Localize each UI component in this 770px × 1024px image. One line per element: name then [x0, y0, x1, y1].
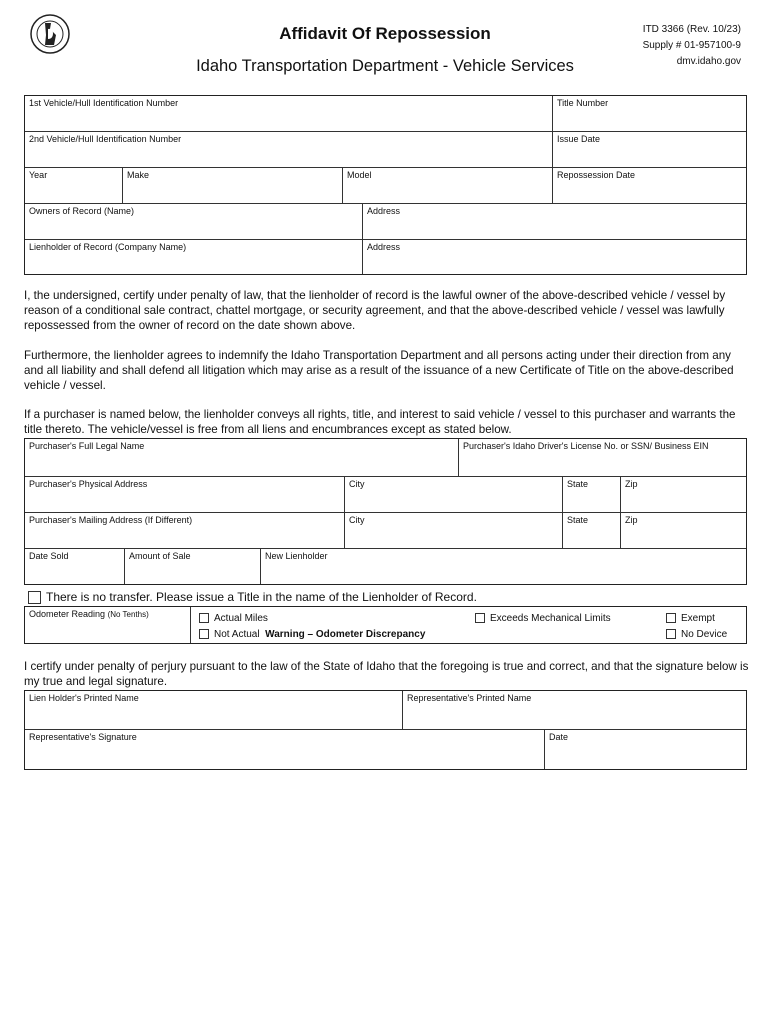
- not-actual-checkbox[interactable]: [199, 629, 209, 639]
- city-label-1: City: [349, 479, 365, 489]
- lienholder-name-field[interactable]: [25, 240, 363, 274]
- lien-holder-name-field[interactable]: [25, 691, 403, 730]
- purchaser-license-label: Purchaser's Idaho Driver's License No. or SSN/ Business EIN: [463, 441, 709, 451]
- physical-address-field[interactable]: [25, 477, 345, 513]
- exempt-label: Exempt: [681, 613, 715, 624]
- model-field[interactable]: [343, 168, 553, 204]
- amount-of-sale-field[interactable]: [125, 549, 261, 584]
- odometer-label: Odometer Reading: [29, 609, 106, 619]
- owners-name-label: Owners of Record (Name): [29, 206, 135, 216]
- city-field-1[interactable]: [345, 477, 563, 513]
- zip-label-2: Zip: [625, 515, 638, 525]
- city-field-2[interactable]: [345, 513, 563, 549]
- form-meta: [643, 22, 741, 70]
- physical-address-label: Purchaser's Physical Address: [29, 479, 148, 489]
- second-vin-field[interactable]: [25, 132, 553, 168]
- no-transfer-checkbox[interactable]: [28, 591, 41, 604]
- no-transfer-row: [28, 589, 477, 605]
- rep-signature-field[interactable]: [25, 730, 545, 769]
- no-device-label: No Device: [681, 629, 728, 640]
- exceeds-limits-checkbox[interactable]: [475, 613, 485, 623]
- rep-name-label: Representative's Printed Name: [407, 693, 532, 703]
- state-field-1[interactable]: [563, 477, 621, 513]
- page-title: Affidavit Of Repossession: [279, 24, 491, 43]
- exceeds-limits-option[interactable]: [475, 613, 611, 625]
- actual-miles-checkbox[interactable]: [199, 613, 209, 623]
- amount-of-sale-label: Amount of Sale: [129, 551, 191, 561]
- owners-address-label: Address: [367, 206, 401, 216]
- not-actual-label: Not Actual: [214, 629, 260, 640]
- no-device-option[interactable]: [666, 629, 727, 641]
- odometer-grid: [24, 606, 747, 644]
- page-subtitle: Idaho Transportation Department - Vehicle Services: [196, 57, 574, 75]
- repossession-date-field[interactable]: [553, 168, 746, 204]
- purchaser-info-grid: [24, 438, 747, 585]
- zip-label-1: Zip: [625, 479, 638, 489]
- first-vin-field[interactable]: [25, 96, 553, 132]
- state-label-1: State: [567, 479, 589, 489]
- mailing-address-field[interactable]: [25, 513, 345, 549]
- first-vin-label: 1st Vehicle/Hull Identification Number: [29, 98, 179, 108]
- conveyance-paragraph: If a purchaser is named below, the lienholder conveys all rights, title, and interest to said vehicle / vessel to this purchaser and warrants the title thereto. The vehicle/vessel is free from all liens and encumbrances except as stated below.: [24, 408, 736, 436]
- lienholder-address-label: Address: [367, 242, 401, 252]
- odometer-note: (No Tenths): [107, 610, 149, 619]
- odometer-warning: Warning – Odometer Discrepancy: [265, 629, 426, 640]
- mailing-address-label: Purchaser's Mailing Address (If Different): [29, 515, 193, 525]
- exempt-option[interactable]: [666, 613, 715, 625]
- supply-number: Supply # 01-957100-9: [642, 40, 741, 51]
- rep-signature-label: Representative's Signature: [29, 732, 137, 742]
- purchaser-license-field[interactable]: [459, 439, 746, 477]
- no-transfer-label: There is no transfer. Please issue a Title in the name of the Lienholder of Record.: [46, 590, 477, 604]
- state-field-2[interactable]: [563, 513, 621, 549]
- website: dmv.idaho.gov: [676, 56, 741, 67]
- perjury-paragraph: I certify under penalty of perjury pursuant to the law of the State of Idaho that the foregoing is true and correct, and that the signature below is my true and legal signature.: [24, 660, 749, 688]
- zip-field-2[interactable]: [621, 513, 746, 549]
- signature-date-label: Date: [549, 732, 569, 742]
- model-label: Model: [347, 170, 372, 180]
- exceeds-limits-label: Exceeds Mechanical Limits: [490, 613, 611, 624]
- lienholder-name-label: Lienholder of Record (Company Name): [29, 242, 187, 252]
- no-device-checkbox[interactable]: [666, 629, 676, 639]
- owners-name-field[interactable]: [25, 204, 363, 240]
- signature-grid: [24, 690, 747, 770]
- title-number-field[interactable]: [553, 96, 746, 132]
- year-label: Year: [29, 170, 48, 180]
- odometer-reading-field[interactable]: [25, 607, 191, 643]
- signature-date-field[interactable]: [545, 730, 746, 769]
- issue-date-label: Issue Date: [557, 134, 601, 144]
- owners-address-field[interactable]: [363, 204, 746, 240]
- second-vin-label: 2nd Vehicle/Hull Identification Number: [29, 134, 182, 144]
- new-lienholder-label: New Lienholder: [265, 551, 328, 561]
- new-lienholder-field[interactable]: [261, 549, 746, 584]
- date-sold-label: Date Sold: [29, 551, 69, 561]
- date-sold-field[interactable]: [25, 549, 125, 584]
- purchaser-name-label: Purchaser's Full Legal Name: [29, 441, 145, 451]
- lien-holder-name-label: Lien Holder's Printed Name: [29, 693, 139, 703]
- vehicle-info-grid: [24, 95, 747, 275]
- make-label: Make: [127, 170, 150, 180]
- purchaser-name-field[interactable]: [25, 439, 459, 477]
- rep-name-field[interactable]: [403, 691, 746, 730]
- form-number: ITD 3366 (Rev. 10/23): [642, 24, 741, 35]
- indemnify-paragraph: Furthermore, the lienholder agrees to indemnify the Idaho Transportation Department and all persons acting under their direction from any and all liability and shall defend all litigation which may arise as a result of the issuance of a new Certificate of Title on the above-described vehicle / vessel.: [24, 349, 734, 392]
- actual-miles-label: Actual Miles: [214, 613, 268, 624]
- lienholder-address-field[interactable]: [363, 240, 746, 274]
- title-number-label: Title Number: [557, 98, 609, 108]
- year-field[interactable]: [25, 168, 123, 204]
- exempt-checkbox[interactable]: [666, 613, 676, 623]
- issue-date-field[interactable]: [553, 132, 746, 168]
- not-actual-option[interactable]: [199, 629, 425, 641]
- make-field[interactable]: [123, 168, 343, 204]
- certification-paragraph: I, the undersigned, certify under penalty of law, that the lienholder of record is the lawful owner of the above-described vehicle / vessel by reason of a conditional sale contract, chattel mortgage, or security agreement, and that the above-described vehicle / vessel was lawfully repossessed from the owner of record on the date shown above.: [24, 289, 726, 332]
- repossession-date-label: Repossession Date: [557, 170, 636, 180]
- zip-field-1[interactable]: [621, 477, 746, 513]
- actual-miles-option[interactable]: [199, 613, 268, 625]
- state-label-2: State: [567, 515, 589, 525]
- city-label-2: City: [349, 515, 365, 525]
